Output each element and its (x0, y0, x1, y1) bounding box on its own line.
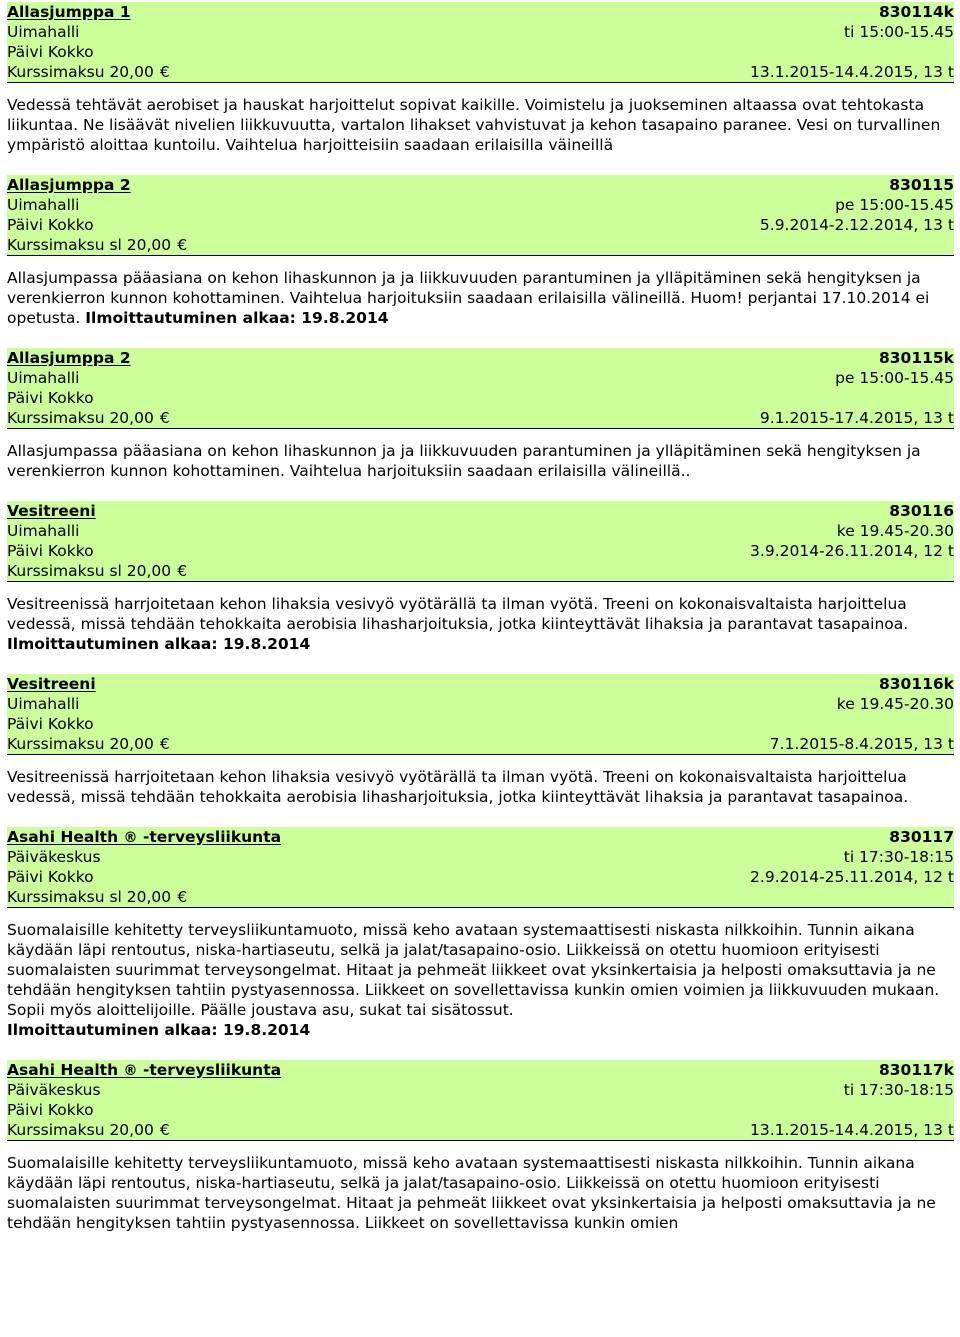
course-dates: 2.9.2014-25.11.2014, 12 t (750, 868, 954, 886)
course-fee: Kurssimaksu sl 20,00 (7, 562, 172, 580)
course-header (7, 2, 954, 83)
course-dates: 13.1.2015-14.4.2015, 13 t (750, 63, 954, 81)
euro-icon: € (159, 409, 170, 427)
course-code: 830115k (878, 349, 954, 367)
course-fee: Kurssimaksu sl 20,00 (7, 236, 172, 254)
registered-mark: ® (123, 1063, 138, 1079)
course-teacher: Päivi Kokko (7, 868, 94, 886)
course-code: 830117 (889, 828, 954, 846)
course-header (7, 348, 954, 429)
course-dates: 5.9.2014-2.12.2014, 13 t (759, 216, 954, 234)
course-code: 830116 (889, 502, 954, 520)
registered-mark: ® (123, 830, 138, 846)
course-fee: Kurssimaksu 20,00 (7, 735, 154, 753)
registration-note: Ilmoittautuminen alkaa: 19.8.2014 (7, 1021, 311, 1039)
course-description: Vesitreenissä harrjoitetaan kehon lihaksia vesivyö vyötärällä ta ilman vyötä. Treeni on kokonaisvaltaista harjoittelua vedessä, missä tehdään tehokkaita aerobisia lihasharjoituksia, jotka kiinteyttävät lihaksia ja parantavat tasapainoa. (7, 595, 909, 633)
euro-icon: € (177, 236, 188, 254)
registration-note: Ilmoittautuminen alkaa: 19.8.2014 (85, 309, 389, 327)
course-place: Päiväkeskus (7, 848, 101, 866)
course-header (7, 674, 954, 755)
course-fee: Kurssimaksu 20,00 (7, 1121, 154, 1139)
registration-note: Ilmoittautuminen alkaa: 19.8.2014 (7, 635, 311, 653)
course-description: Suomalaisille kehitetty terveysliikuntamuoto, missä keho avataan systemaattisesti niskasta nilkkoihin. Tunnin aikana käydään läpi rentoutus, niska-hartiaseutu, selkä ja jalat/tasapaino-osio. Liikkeissä on otettu huomioon erityisesti suomalaisten suurimmat terveysongelmat. Hitaat ja pehmeät liikkeet ovat yksinkertaisia ja helposti omaksuttavia ja ne tehdään hengityksen tahtiin pystyasennossa. Liikkeet on sovellettavissa kunkin omien (7, 1154, 936, 1232)
course-header (7, 827, 954, 908)
course-entry (7, 1060, 954, 1233)
course-time: ti 15:00-15.45 (844, 23, 954, 41)
course-place: Uimahalli (7, 522, 80, 540)
course-place: Uimahalli (7, 369, 80, 387)
course-dates: 3.9.2014-26.11.2014, 12 t (750, 542, 954, 560)
course-entry (7, 674, 954, 807)
euro-icon: € (177, 562, 188, 580)
course-time: ke 19.45-20.30 (836, 695, 954, 713)
course-code: 830116k (878, 675, 954, 693)
course-description: Allasjumpassa pääasiana on kehon lihaskunnon ja ja liikkuvuuden parantuminen ja ylläpitäminen sekä hengityksen ja verenkierron kunnon kohottaminen. Vaihtelua harjoituksiin saadaan erilaisilla välineillä. Huom! perjantai 17.10.2014 ei opetusta. (7, 269, 930, 327)
course-fee: Kurssimaksu 20,00 (7, 63, 154, 81)
course-place: Uimahalli (7, 196, 80, 214)
course-title: Allasjumppa 1 (7, 3, 131, 21)
course-code: 830115 (889, 176, 954, 194)
course-description: Vedessä tehtävät aerobiset ja hauskat harjoittelut sopivat kaikille. Voimistelu ja juokseminen altaassa ovat tehtokasta liikuntaa. Ne lisäävät nivelien liikkuvuutta, vartalon lihakset vahvistuvat ja kehon tasapaino paranee. Vesi on turvallinen ympäristö aloittaa kuntoilu. Vaihtelua harjoitteisiin saadaan erilaisilla väineillä (7, 96, 941, 154)
euro-icon: € (159, 735, 170, 753)
course-description: Allasjumpassa pääasiana on kehon lihaskunnon ja ja liikkuvuuden parantuminen ja ylläpitäminen sekä hengityksen ja verenkierron kunnon kohottaminen. Vaihtelua harjoituksiin saadaan erilaisilla välineillä.. (7, 442, 921, 480)
course-teacher: Päivi Kokko (7, 43, 94, 61)
course-dates: 7.1.2015-8.4.2015, 13 t (769, 735, 954, 753)
course-header (7, 1060, 954, 1141)
course-header (7, 175, 954, 256)
course-dates: 9.1.2015-17.4.2015, 13 t (759, 409, 954, 427)
course-time: pe 15:00-15.45 (835, 196, 954, 214)
course-title: Asahi Health ® -terveysliikunta (7, 1061, 282, 1079)
course-dates: 13.1.2015-14.4.2015, 13 t (750, 1121, 954, 1139)
course-entry (7, 175, 954, 328)
course-title: Allasjumppa 2 (7, 176, 131, 194)
euro-icon: € (177, 888, 188, 906)
course-teacher: Päivi Kokko (7, 1101, 94, 1119)
course-place: Uimahalli (7, 695, 80, 713)
course-code: 830117k (878, 1061, 954, 1079)
course-time: pe 15:00-15.45 (835, 369, 954, 387)
course-teacher: Päivi Kokko (7, 715, 94, 733)
euro-icon: € (159, 63, 170, 81)
euro-icon: € (159, 1121, 170, 1139)
course-teacher: Päivi Kokko (7, 542, 94, 560)
course-fee: Kurssimaksu 20,00 (7, 409, 154, 427)
course-time: ti 17:30-18:15 (843, 1081, 954, 1099)
course-fee: Kurssimaksu sl 20,00 (7, 888, 172, 906)
course-entry (7, 2, 954, 155)
course-place: Päiväkeskus (7, 1081, 101, 1099)
course-teacher: Päivi Kokko (7, 216, 94, 234)
course-place: Uimahalli (7, 23, 80, 41)
course-title: Vesitreeni (7, 502, 96, 520)
course-title: Asahi Health ® -terveysliikunta (7, 828, 282, 846)
course-teacher: Päivi Kokko (7, 389, 94, 407)
course-entry (7, 827, 954, 1040)
course-title: Vesitreeni (7, 675, 96, 693)
course-title: Allasjumppa 2 (7, 349, 131, 367)
course-entry (7, 348, 954, 481)
course-description: Vesitreenissä harrjoitetaan kehon lihaksia vesivyö vyötärällä ta ilman vyötä. Treeni on kokonaisvaltaista harjoittelua vedessä, missä tehdään tehokkaita aerobisia lihasharjoituksia, jotka kiinteyttävät lihaksia ja parantavat tasapainoa. (7, 768, 909, 806)
course-header (7, 501, 954, 582)
course-time: ti 17:30-18:15 (843, 848, 954, 866)
course-description: Suomalaisille kehitetty terveysliikuntamuoto, missä keho avataan systemaattisesti niskasta nilkkoihin. Tunnin aikana käydään läpi rentoutus, niska-hartiaseutu, selkä ja jalat/tasapaino-osio. Liikkeissä on otettu huomioon erityisesti suomalaisten suurimmat terveysongelmat. Hitaat ja pehmeät liikkeet ovat yksinkertaisia ja helposti omaksuttavia ja ne tehdään hengityksen tahtiin pystyasennossa. Liikkeet on sovellettavissa kunkin omien voimien ja liikkuvuuden mukaan. Sopii myös aloittelijoille. Päälle joustava asu, sukat tai sisätossut. (7, 921, 940, 1019)
course-time: ke 19.45-20.30 (836, 522, 954, 540)
course-entry (7, 501, 954, 654)
course-code: 830114k (878, 3, 954, 21)
